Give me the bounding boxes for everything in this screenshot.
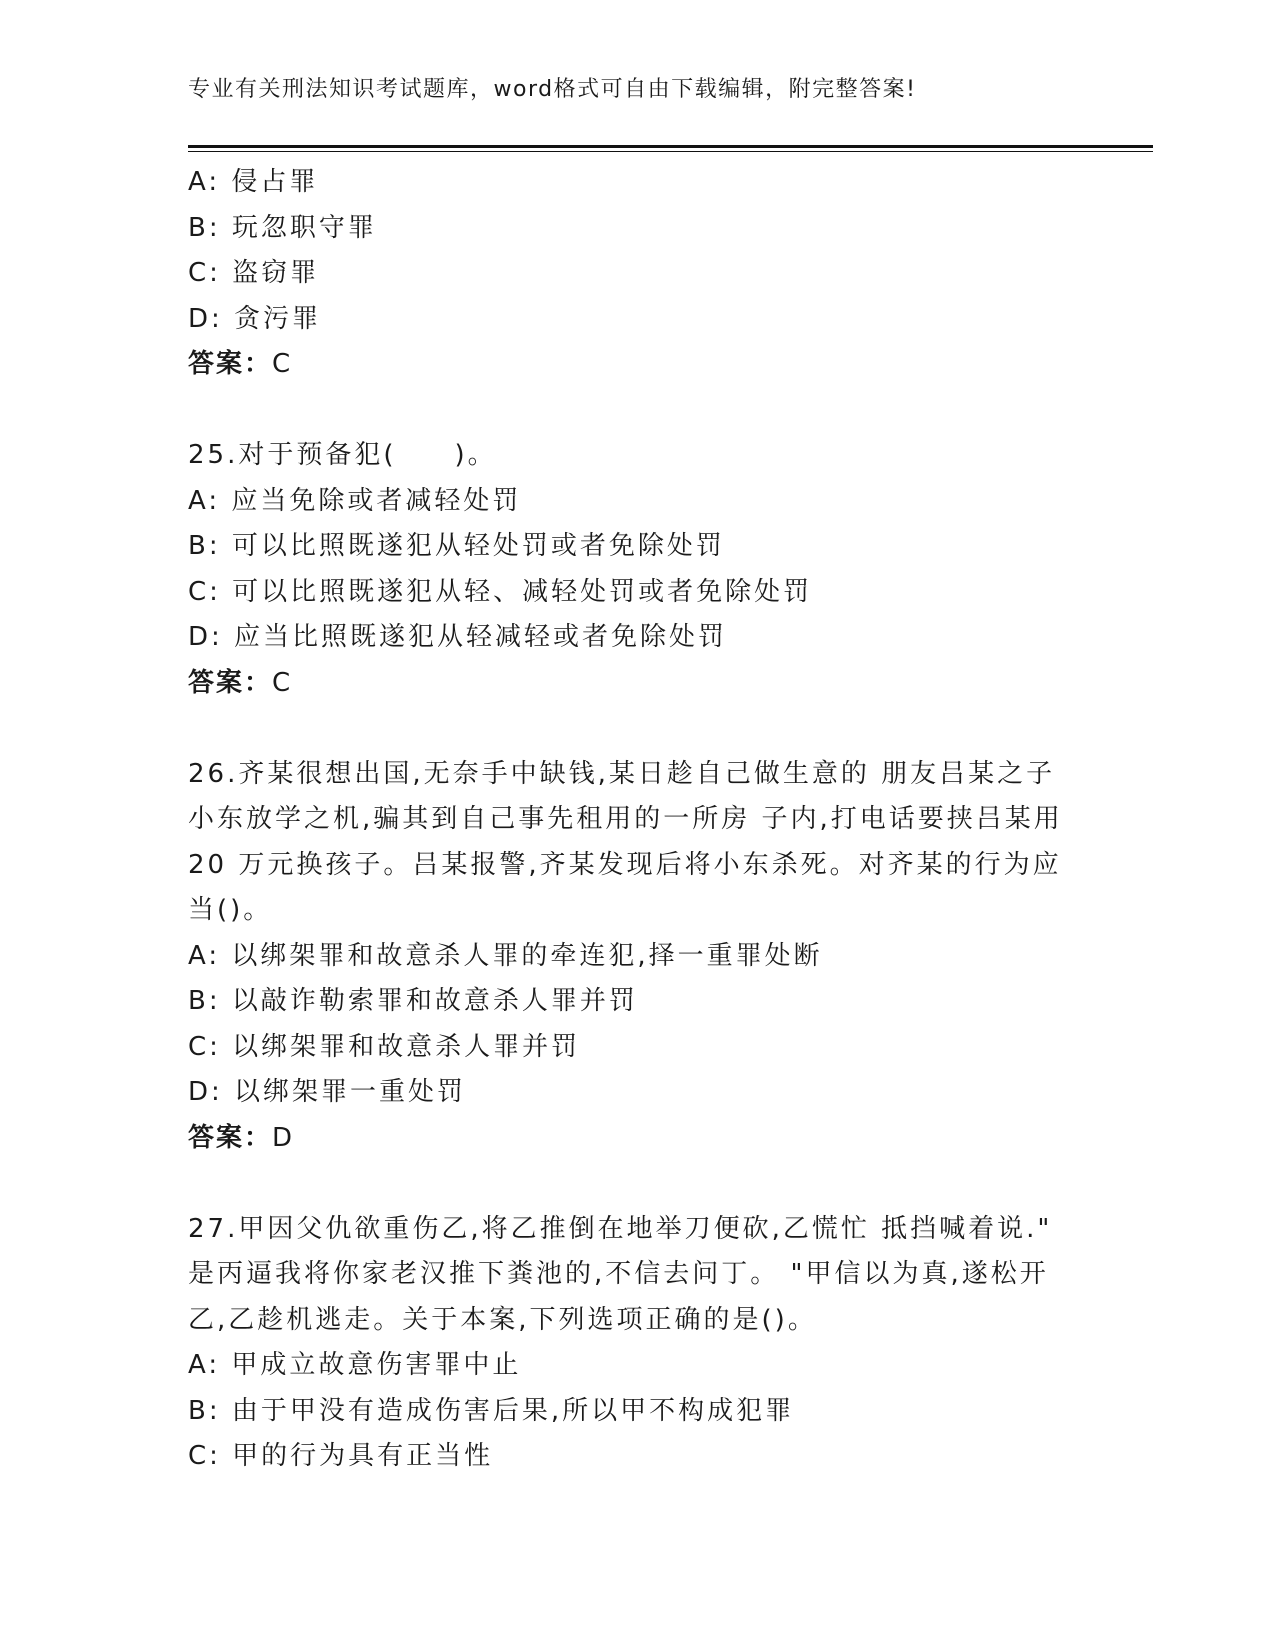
question-stem: 乙,乙趁机逃走。关于本案,下列选项正确的是()。: [188, 1304, 817, 1335]
answer-value: C: [272, 667, 293, 698]
question-stem: 是丙逼我将你家老汉推下粪池的,不信去问丁。 "甲信以为真,遂松开: [188, 1259, 1049, 1289]
answer-line: [188, 342, 1088, 388]
answer-value: D: [272, 1122, 295, 1153]
header-rule: [188, 145, 1153, 148]
option-c: C: 可以比照既遂犯从轻、减轻处罚或者免除处罚: [188, 576, 813, 607]
option-c: C: 盗窃罪: [188, 258, 320, 288]
option-a: A: 以绑架罪和故意杀人罪的牵连犯,择一重罪处断: [188, 940, 823, 971]
option-d: D: 应当比照既遂犯从轻减轻或者免除处罚: [188, 622, 728, 652]
option-c: C: 甲的行为具有正当性: [188, 1441, 494, 1471]
option-b: B: 玩忽职守罪: [188, 212, 377, 243]
option-d: D: 以绑架罪一重处罚: [188, 1077, 467, 1107]
answer-label: 答案：: [188, 1122, 273, 1153]
option-b: B: 可以比照既遂犯从轻处罚或者免除处罚: [188, 531, 725, 561]
option-d: D: 贪污罪: [188, 303, 322, 334]
option-a: A: 侵占罪: [188, 167, 319, 197]
answer-label: 答案：: [188, 667, 273, 698]
answer-line: [188, 1116, 1088, 1162]
question-content: [188, 160, 1088, 1480]
page-header: 专业有关刑法知识考试题库，word格式可自由下载编辑，附完整答案!: [188, 77, 917, 102]
answer-value: C: [272, 349, 293, 379]
option-a: A: 应当免除或者减轻处罚: [188, 485, 522, 516]
spacer: [188, 1161, 1088, 1207]
header-rule-thin: [188, 151, 1153, 152]
option-b: B: 以敲诈勒索罪和故意杀人罪并罚: [188, 986, 638, 1016]
question-stem: 20 万元换孩子。吕某报警,齐某发现后将小东杀死。对齐某的行为应: [188, 849, 1062, 880]
question-stem: 26.齐某很想出国,无奈手中缺钱,某日趁自己做生意的 朋友吕某之子: [188, 758, 1056, 789]
answer-line: [188, 661, 1088, 707]
answer-label: 答案：: [188, 349, 273, 379]
question-stem: 25.对于预备犯( )。: [188, 440, 497, 470]
question-stem: 当()。: [188, 895, 273, 925]
option-a: A: 甲成立故意伤害罪中止: [188, 1350, 522, 1380]
question-stem: 小东放学之机,骗其到自己事先租用的一所房 子内,打电话要挟吕某用: [188, 804, 1063, 834]
question-stem: 27.甲因父仇欲重伤乙,将乙推倒在地举刀便砍,乙慌忙 抵挡喊着说.": [188, 1213, 1053, 1244]
spacer: [188, 706, 1088, 752]
option-b: B: 由于甲没有造成伤害后果,所以甲不构成犯罪: [188, 1395, 795, 1426]
option-c: C: 以绑架罪和故意杀人罪并罚: [188, 1031, 581, 1062]
spacer: [188, 388, 1088, 434]
